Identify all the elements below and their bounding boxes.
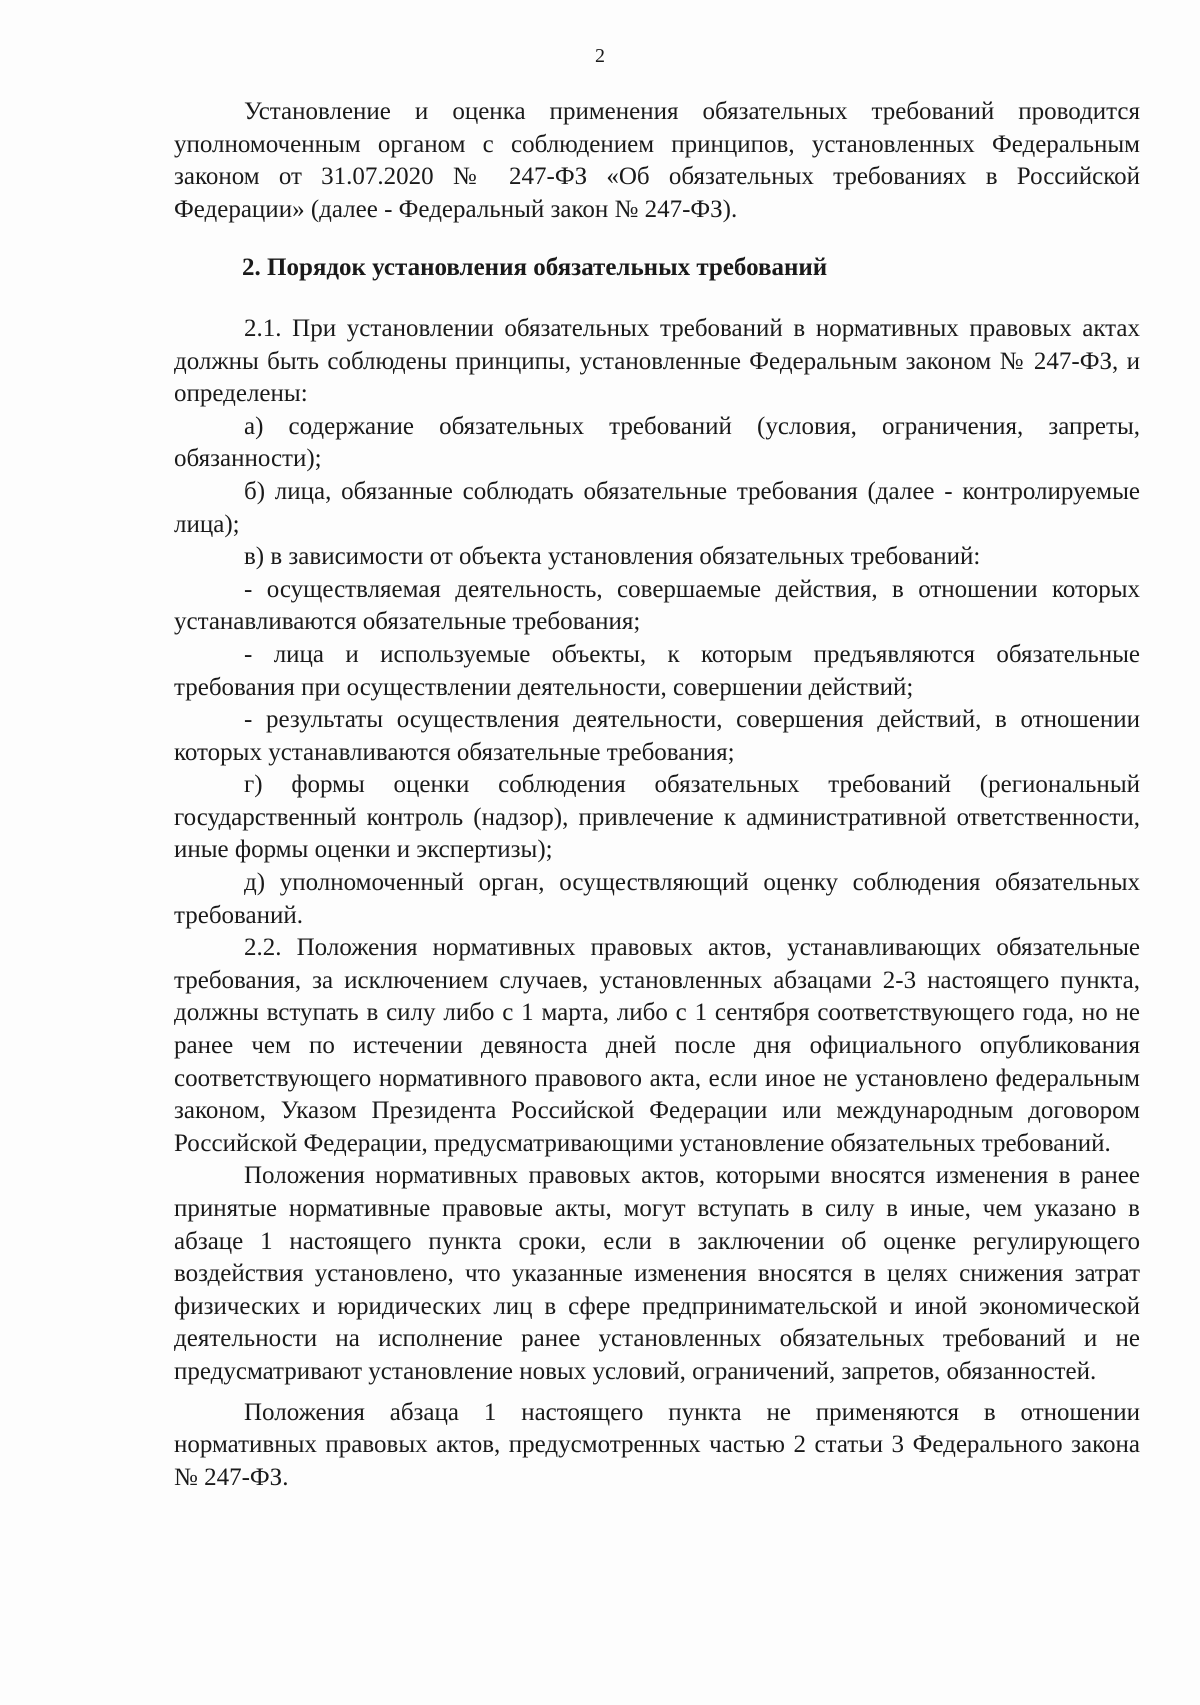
intro-paragraph: Установление и оценка применения обязательных требований проводится уполномоченным органом с соблюдением принципов, установленных Федеральным законом от 31.07.2020 № 247-ФЗ «Об обязательных требованиях в Российской Федерации» (далее - Федеральный закон № 247-ФЗ). (174, 98, 1140, 223)
paragraph-2-2-second: Положения нормативных правовых актов, которыми вносятся изменения в ранее принятые нормативные правовые акты, могут вступать в силу в иные, чем указано в абзаце 1 настоящего пункта сроки, если в заключении об оценке регулирующего воздействия установлено, что указанные изменения вносятся в целях снижения затрат физических и юридических лиц в сфере предпринимательской и иной экономической деятельности на исполнение ранее установленных обязательных требований и не предусматривают установление новых условий, ограничений, запретов, обязанностей. (174, 1162, 1140, 1385)
paragraph-item-v: в) в зависимости от объекта установления обязательных требований: (244, 543, 981, 571)
paragraph-item-g: г) формы оценки соблюдения обязательных требований (региональный государственный контроль (надзор), привлечение к административной ответственности, иные формы оценки и экспертизы); (174, 771, 1140, 864)
paragraph-subitem-1: - осуществляемая деятельность, совершаемые действия, в отношении которых устанавливаются обязательные требования; (174, 575, 1140, 636)
paragraph-subitem-3: - результаты осуществления деятельности, совершения действий, в отношении которых устанавливаются обязательные требования; (174, 706, 1140, 766)
section-title: 2. Порядок установления обязательных требований (242, 254, 828, 282)
document-body (174, 96, 1140, 1494)
page-number: 2 (595, 45, 605, 67)
paragraph-2-1: 2.1. При установлении обязательных требований в нормативных правовых актах должны быть соблюдены принципы, установленные Федеральным законом № 247-ФЗ, и определены: (174, 314, 1140, 408)
paragraph-item-d: д) уполномоченный орган, осуществляющий оценку соблюдения обязательных требований. (174, 869, 1140, 929)
paragraph-item-a: а) содержание обязательных требований (условия, ограничения, запреты, обязанности); (174, 412, 1140, 473)
paragraph-2-2: 2.2. Положения нормативных правовых актов, устанавливающих обязательные требования, за исключением случаев, установленных абзацами 2-3 настоящего пункта, должны вступать в силу либо с 1 марта, либо с 1 сентября соответствующего года, но не ранее чем по истечении девяноста дней после дня официального опубликования соответствующего нормативного правового акта, если иное не установлено федеральным законом, Указом Президента Российской Федерации или международным договором Российской Федерации, предусматривающими установление обязательных требований. (174, 934, 1140, 1157)
paragraph-2-2-third: Положения абзаца 1 настоящего пункта не применяются в отношении нормативных правовых актов, предусмотренных частью 2 статьи 3 Федерального закона № 247-ФЗ. (174, 1398, 1140, 1491)
paragraph-subitem-2: - лица и используемые объекты, к которым предъявляются обязательные требования при осуществлении деятельности, совершении действий; (174, 640, 1140, 701)
paragraph-item-b: б) лица, обязанные соблюдать обязательные требования (далее - контролируемые лица); (174, 477, 1140, 538)
